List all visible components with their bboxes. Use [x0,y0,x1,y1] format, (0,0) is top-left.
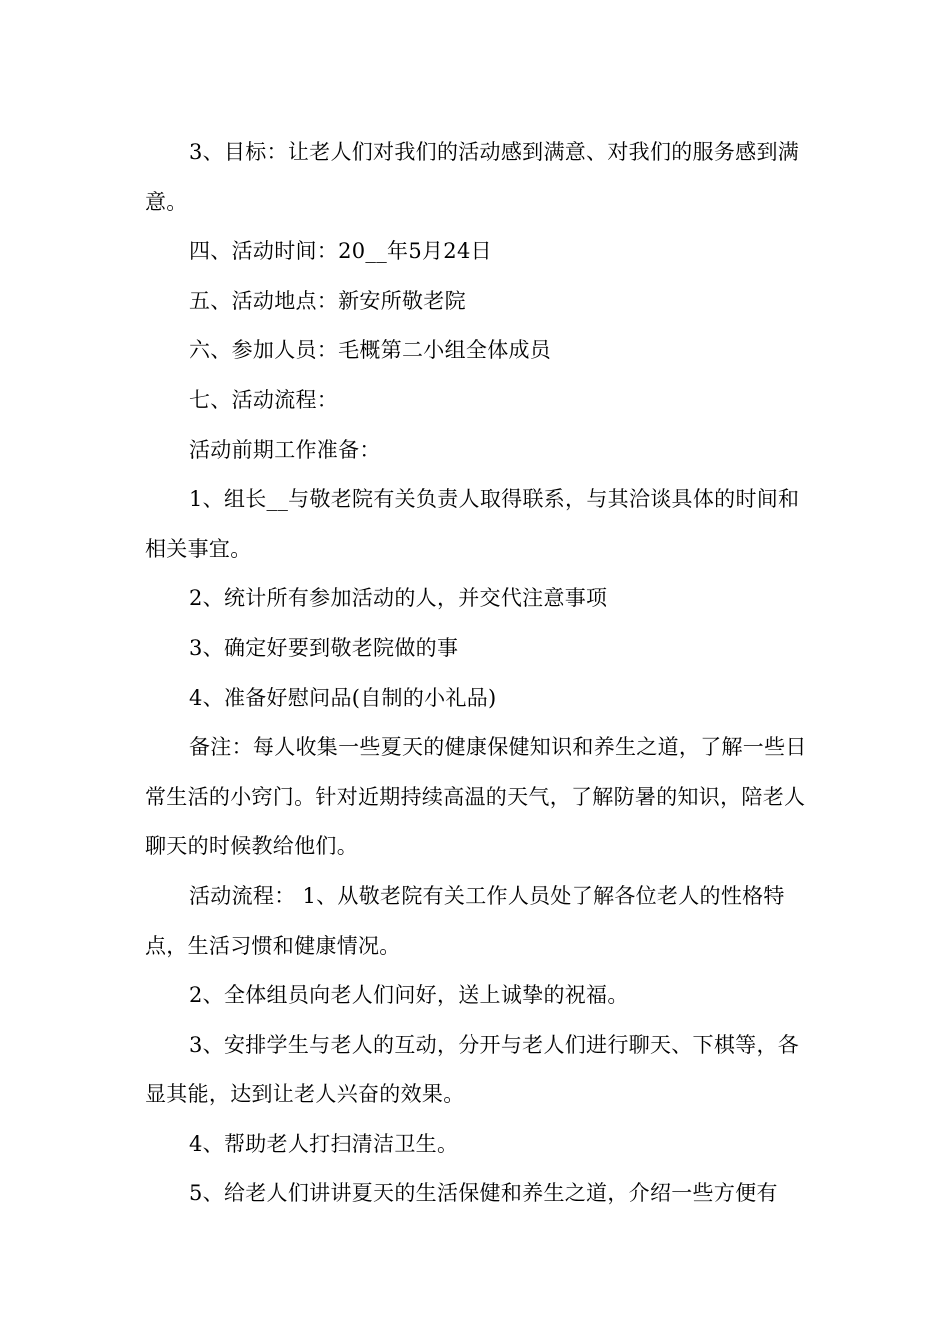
paragraph-prep-item-4: 4、准备好慰问品(自制的小礼品) [189,685,497,710]
paragraph-remarks: 备注：每人收集一些夏天的健康保健知识和养生之道，了解一些日常生活的小窍门。针对近期持续高温的天气，了解防暑的知识，陪老人聊天的时候教给他们。 [145,735,807,859]
paragraph-activity-process-heading: 七、活动流程： [189,387,339,412]
paragraph-process-item-3: 3、安排学生与老人的互动，分开与老人们进行聊天、下棋等，各显其能，达到让老人兴奋的效果。 [145,1032,800,1107]
document-body [145,128,807,1219]
paragraph-process-item-1: 活动流程： 1、从敬老院有关工作人员处了解各位老人的性格特点，生活习惯和健康情况。 [145,883,785,958]
paragraph-process-item-4: 4、帮助老人打扫清洁卫生。 [189,1131,459,1156]
paragraph-process-item-5: 5、给老人们讲讲夏天的生活保健和养生之道，介绍一些方便有 [189,1181,778,1206]
paragraph-participants: 六、参加人员：毛概第二小组全体成员 [189,338,552,363]
paragraph-preparation-heading: 活动前期工作准备： [189,437,381,462]
paragraph-process-item-2: 2、全体组员向老人们问好，送上诚挚的祝福。 [189,983,629,1008]
paragraph-prep-item-1: 1、组长__与敬老院有关负责人取得联系，与其洽谈具体的时间和相关事宜。 [145,487,800,561]
paragraph-activity-location: 五、活动地点：新安所敬老院 [189,288,466,313]
paragraph-prep-item-2: 2、统计所有参加活动的人，并交代注意事项 [189,586,608,611]
paragraph-activity-time: 四、活动时间：20__年5月24日 [189,239,492,264]
paragraph-goal: 3、目标：让老人们对我们的活动感到满意、对我们的服务感到满意。 [145,140,800,214]
paragraph-prep-item-3: 3、确定好要到敬老院做的事 [189,635,459,660]
